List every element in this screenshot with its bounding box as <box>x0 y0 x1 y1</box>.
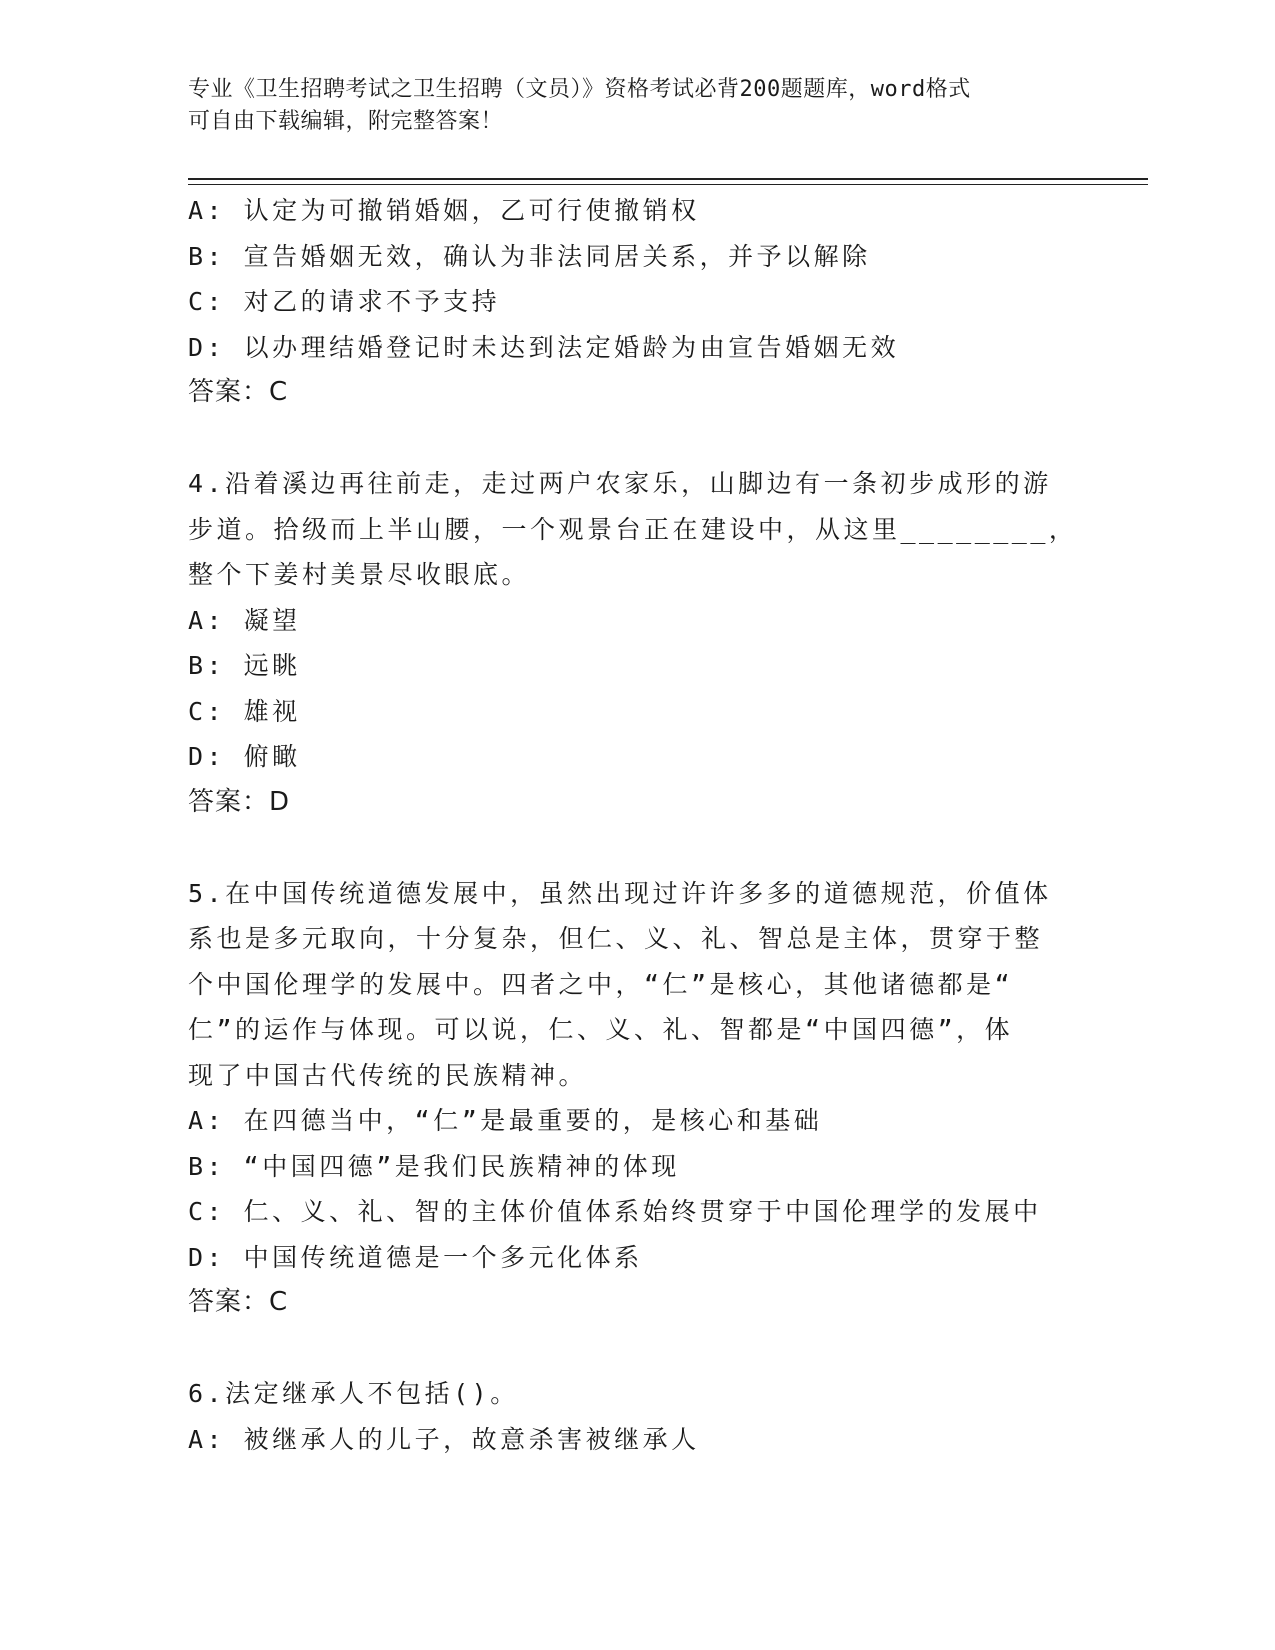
option-d: D: 以办理结婚登记时未达到法定婚龄为由宣告婚姻无效 <box>188 332 900 362</box>
option-d: D: 俯瞰 <box>188 742 301 771</box>
question-3 <box>188 188 1068 416</box>
question-4 <box>188 461 1078 825</box>
header-title-line-2: 可自由下载编辑，附完整答案！ <box>188 109 504 134</box>
answer-line: 答案：C <box>188 377 289 407</box>
option-b: B: 宣告婚姻无效，确认为非法同居关系，并予以解除 <box>188 241 871 271</box>
question-spacer <box>188 416 1068 462</box>
option-a: A: 凝望 <box>188 605 301 635</box>
option-a: A: 在四德当中，“仁”是最重要的，是核心和基础 <box>188 1106 823 1135</box>
option-c: C: 雄视 <box>188 696 301 726</box>
question-stem-line: 系也是多元取向，十分复杂，但仁、义、礼、智总是主体，贯穿于整 <box>188 924 1044 953</box>
question-stem-line: 5.在中国传统道德发展中，虽然出现过许许多多的道德规范，价值体 <box>188 878 1052 908</box>
answer-line: 答案：C <box>188 1287 289 1317</box>
option-c: C: 仁、义、礼、智的主体价值体系始终贯穿于中国伦理学的发展中 <box>188 1197 1042 1226</box>
header-divider-thick <box>188 178 1148 180</box>
question-spacer <box>188 825 1068 871</box>
option-b: B: 远眺 <box>188 651 301 680</box>
option-b: B: “中国四德”是我们民族精神的体现 <box>188 1151 680 1181</box>
question-stem-line: 仁”的运作与体现。可以说，仁、义、礼、智都是“中国四德”，体 <box>188 1015 1014 1044</box>
question-stem-line: 整个下姜村美景尽收眼底。 <box>188 560 531 589</box>
answer-line: 答案：D <box>188 786 291 817</box>
question-stem-line: 个中国伦理学的发展中。四者之中，“仁”是核心，其他诸德都是“ <box>188 969 1014 999</box>
question-stem-line: 现了中国古代传统的民族精神。 <box>188 1060 588 1090</box>
option-a: A: 被继承人的儿子，故意杀害被继承人 <box>188 1424 700 1454</box>
document-header <box>188 74 1068 138</box>
question-stem-line: 步道。拾级而上半山腰，一个观景台正在建设中，从这里________， <box>188 514 1078 544</box>
question-stem-line: 6.法定继承人不包括()。 <box>188 1379 519 1408</box>
question-spacer <box>188 1326 1068 1372</box>
question-stem-line: 4.沿着溪边再往前走，走过两户农家乐，山脚边有一条初步成形的游 <box>188 469 1052 498</box>
question-5 <box>188 871 1068 1326</box>
option-c: C: 对乙的请求不予支持 <box>188 287 501 316</box>
header-divider-thin <box>188 184 1148 185</box>
question-6 <box>188 1371 1068 1462</box>
question-content <box>188 188 1078 1462</box>
option-d: D: 中国传统道德是一个多元化体系 <box>188 1242 643 1272</box>
header-title-line-1: 专业《卫生招聘考试之卫生招聘（文员）》资格考试必背200题题库，word格式 <box>188 77 971 102</box>
option-a: A: 认定为可撤销婚姻，乙可行使撤销权 <box>188 196 700 225</box>
